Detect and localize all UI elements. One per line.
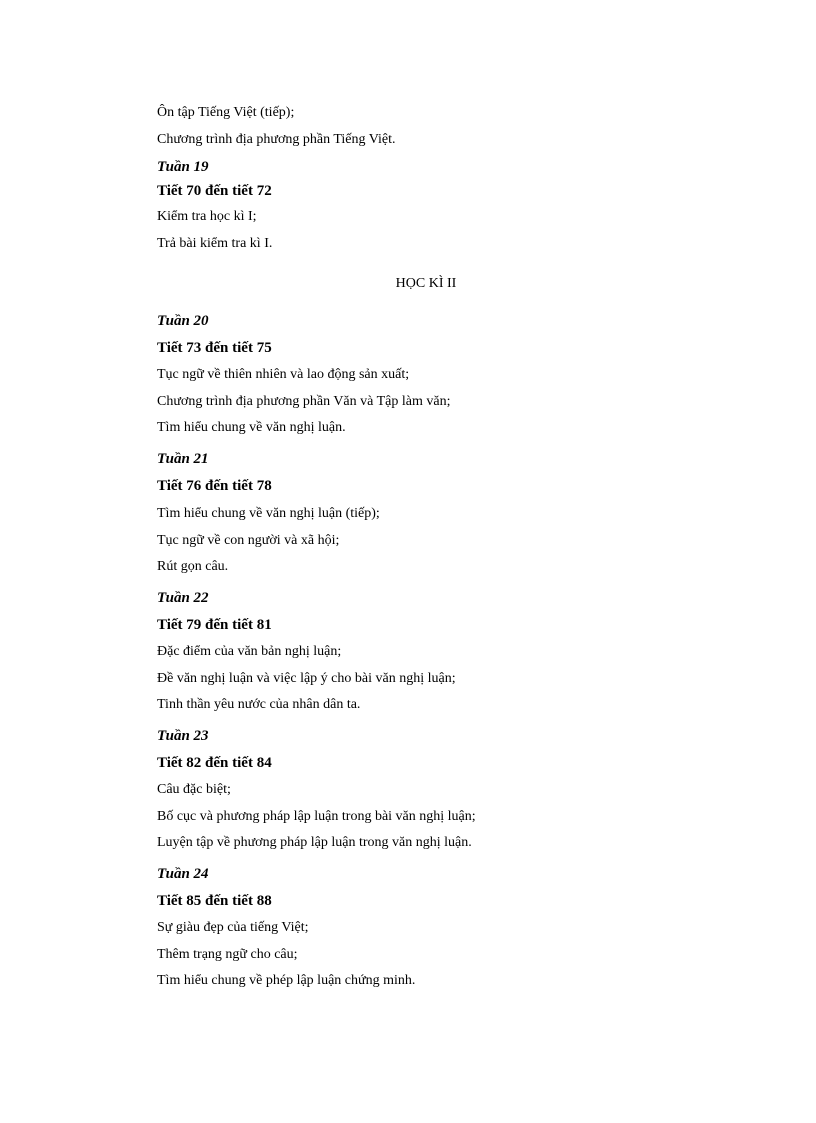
- period-heading: Tiết 70 đến tiết 72: [157, 183, 272, 199]
- lesson-line: Luyện tập về phương pháp lập luận trong văn nghị luận.: [157, 835, 472, 850]
- week-heading: Tuần 21: [157, 451, 209, 467]
- lesson-line: Rút gọn câu.: [157, 559, 229, 574]
- intro-line: Chương trình địa phương phần Tiếng Việt.: [157, 132, 396, 147]
- lesson-line: Tìm hiểu chung về phép lập luận chứng minh.: [157, 973, 416, 988]
- period-heading: Tiết 73 đến tiết 75: [157, 340, 272, 356]
- lesson-line: Trả bài kiểm tra kì I.: [157, 236, 273, 251]
- week-heading: Tuần 19: [157, 159, 209, 175]
- period-heading: Tiết 79 đến tiết 81: [157, 617, 272, 633]
- lesson-line: Kiểm tra học kì I;: [157, 209, 257, 224]
- semester-title: HỌC KÌ II: [395, 276, 457, 291]
- period-heading: Tiết 82 đến tiết 84: [157, 755, 272, 771]
- lesson-line: Sự giàu đẹp của tiếng Việt;: [157, 920, 309, 935]
- week-heading: Tuần 23: [157, 728, 209, 744]
- lesson-line: Bố cục và phương pháp lập luận trong bài văn nghị luận;: [157, 809, 476, 824]
- lesson-line: Câu đặc biệt;: [157, 782, 231, 797]
- period-heading: Tiết 85 đến tiết 88: [157, 893, 272, 909]
- lesson-line: Tục ngữ về thiên nhiên và lao động sản xuất;: [157, 367, 410, 382]
- lesson-line: Tìm hiểu chung về văn nghị luận.: [157, 420, 346, 435]
- week-heading: Tuần 22: [157, 590, 209, 606]
- intro-line: Ôn tập Tiếng Việt (tiếp);: [157, 105, 295, 120]
- lesson-line: Thêm trạng ngữ cho câu;: [157, 947, 298, 962]
- lesson-line: Đặc điểm của văn bản nghị luận;: [157, 644, 342, 659]
- lesson-line: Đề văn nghị luận và việc lập ý cho bài văn nghị luận;: [157, 671, 456, 686]
- period-heading: Tiết 76 đến tiết 78: [157, 478, 272, 494]
- lesson-line: Chương trình địa phương phần Văn và Tập làm văn;: [157, 394, 451, 409]
- week-heading: Tuần 24: [157, 866, 209, 882]
- lesson-line: Tinh thần yêu nước của nhân dân ta.: [157, 697, 361, 712]
- lesson-line: Tục ngữ về con người và xã hội;: [157, 533, 340, 548]
- week-heading: Tuần 20: [157, 313, 209, 329]
- lesson-line: Tìm hiểu chung về văn nghị luận (tiếp);: [157, 506, 380, 521]
